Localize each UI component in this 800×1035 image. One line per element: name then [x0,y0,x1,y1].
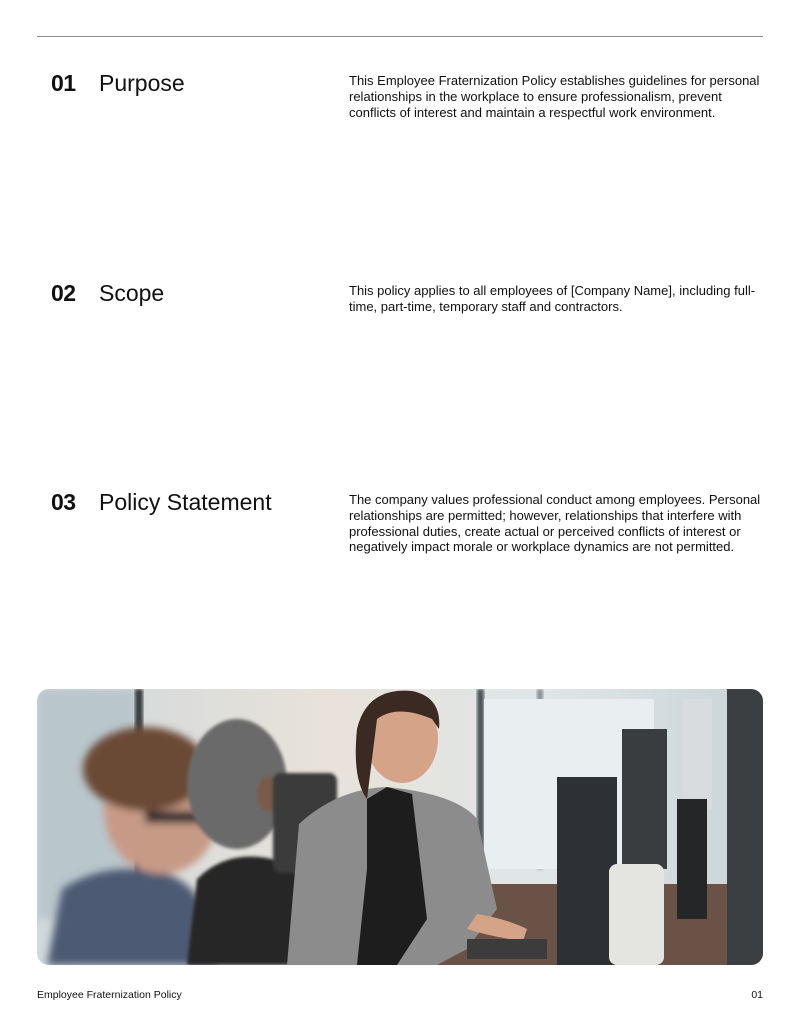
section-title: Purpose [99,70,185,96]
section-title: Scope [99,280,165,306]
section-title: Policy Statement [99,489,272,515]
desk-phone [677,799,707,919]
footer-page-number: 01 [751,989,763,1001]
header-divider [37,36,763,37]
keyboard [467,939,547,959]
section-body: The company values professional conduct among employees. Personal relationships are permitted; however, relationships that interfere with professional duties, create actual or perceived conflicts of interest or negatively impact morale or workplace dynamics are not permitted. [349,492,761,555]
computer-monitor [682,699,712,809]
coffee-cup [609,864,664,965]
section-body: This Employee Fraternization Policy establishes guidelines for personal relationships in the workplace to ensure professionalism, prevent conflicts of interest and maintain a respectful work environment. [349,73,760,120]
section-number: 02 [51,280,76,306]
section-number: 03 [51,489,76,515]
computer-monitor [727,689,763,965]
computer-monitor [622,729,667,869]
footer-document-title: Employee Fraternization Policy [37,989,182,1001]
section-number: 01 [51,70,76,96]
section-body: This policy applies to all employees of [Company Name], including full-time, part-time, temporary staff and contractors. [349,283,756,314]
office-workers-photo [37,689,763,965]
computer-monitor [557,777,617,965]
